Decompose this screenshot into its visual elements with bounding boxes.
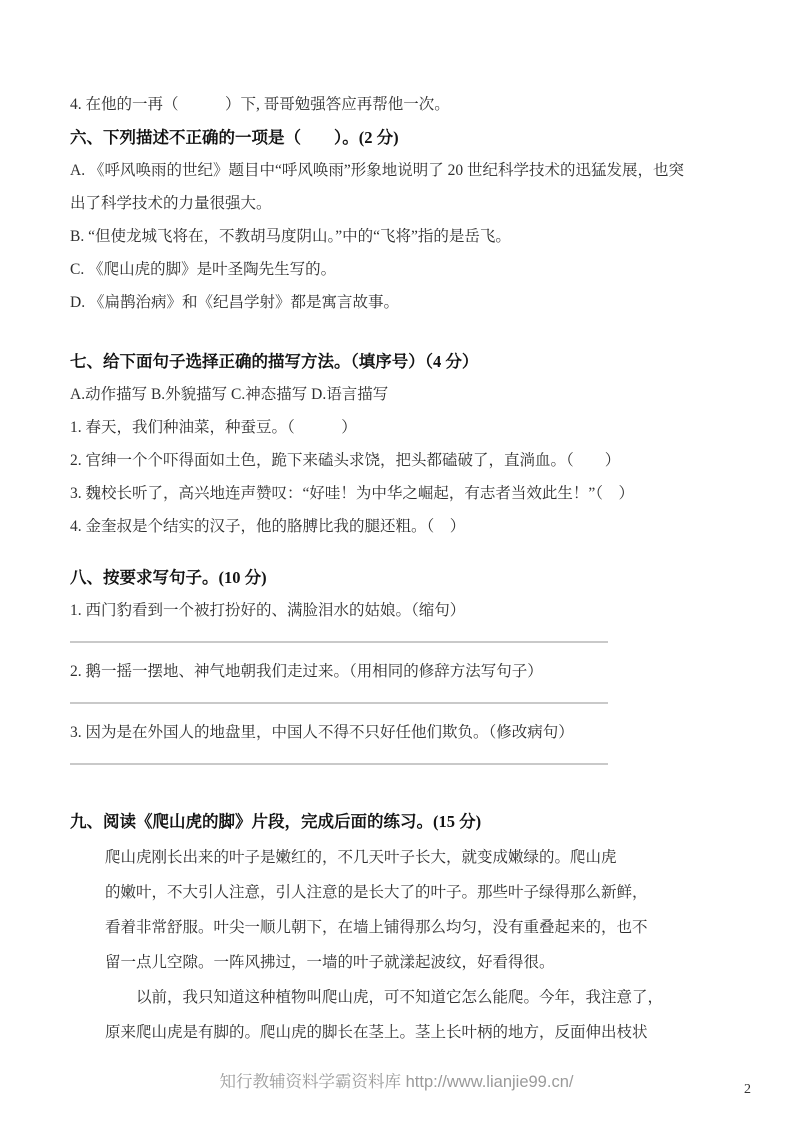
section-8-heading: 八、按要求写句子。(10 分) [70, 568, 267, 587]
section-8-item-3: 3. 因为是在外国人的地盘里，中国人不得不只好任他们欺负。（修改病句） [70, 724, 574, 741]
section-6-option-c: C. 《爬山虎的脚》是叶圣陶先生写的。 [70, 261, 337, 278]
section-7 [70, 345, 712, 543]
reading-passage [105, 840, 712, 1050]
section-8-item-1: 1. 西门豹看到一个被打扮好的、满脸泪水的姑娘。（缩句） [70, 602, 466, 619]
section-9-heading: 九、阅读《爬山虎的脚》片段，完成后面的练习。(15 分) [70, 812, 482, 831]
section-9 [70, 805, 712, 1050]
section-6-heading: 六、下列描述不正确的一项是（ ）。(2 分) [70, 128, 399, 147]
section-6-option-d: D. 《扁鹊治病》和《纪昌学射》都是寓言故事。 [70, 294, 399, 311]
section-8-item-2: 2. 鹅一摇一摆地、神气地朝我们走过来。（用相同的修辞方法写句子） [70, 663, 543, 680]
passage-line-6: 原来爬山虎是有脚的。爬山虎的脚长在茎上。茎上长叶柄的地方，反面伸出枝状 [105, 1024, 648, 1041]
section-7-item-3: 3. 魏校长听了，高兴地连声赞叹：“好哇！为中华之崛起，有志者当效此生！”（ ） [70, 485, 635, 502]
page-content [70, 88, 712, 1050]
section-7-heading: 七、给下面句子选择正确的描写方法。（填序号）（4 分） [70, 352, 479, 371]
section-7-item-1: 1. 春天，我们种油菜，种蚕豆。（ ） [70, 419, 357, 436]
answer-blank-line [70, 702, 608, 704]
section-8 [70, 561, 712, 765]
passage-line-4: 留一点儿空隙。一阵风拂过，一墙的叶子就漾起波纹，好看得很。 [105, 954, 555, 971]
section-7-item-2: 2. 官绅一个个吓得面如土色，跪下来磕头求饶，把头都磕破了，直淌血。（ ） [70, 452, 621, 469]
section-7-legend: A.动作描写 B.外貌描写 C.神态描写 D.语言描写 [70, 386, 389, 403]
section-6-option-b: B. “但使龙城飞将在，不教胡马度阴山。”中的“飞将”指的是岳飞。 [70, 228, 511, 245]
passage-line-5: 以前，我只知道这种植物叫爬山虎，可不知道它怎么能爬。今年，我注意了， [105, 989, 664, 1006]
answer-blank-line [70, 763, 608, 765]
section-6-option-a-line-1: A. 《呼风唤雨的世纪》题目中“呼风唤雨”形象地说明了 20 世纪科学技术的迅猛发展，也突 [70, 162, 684, 179]
section-6 [70, 121, 712, 319]
section-6-option-a-line-2: 出了科学技术的力量很强大。 [70, 195, 272, 212]
passage-line-1: 爬山虎刚长出来的叶子是嫩红的，不几天叶子长大，就变成嫩绿的。爬山虎 [105, 849, 617, 866]
carryover-item-4: 4. 在他的一再（ ）下, 哥哥勉强答应再帮他一次。 [70, 96, 450, 113]
section-7-item-4: 4. 金奎叔是个结实的汉子，他的胳膊比我的腿还粗。（ ） [70, 518, 466, 535]
page-number: 2 [744, 1082, 751, 1097]
footer-watermark: 知行教辅资料学霸资料库 http://www.lianjie99.cn/ [219, 1073, 574, 1091]
passage-line-3: 看着非常舒服。叶尖一顺儿朝下，在墙上铺得那么均匀，没有重叠起来的，也不 [105, 919, 648, 936]
answer-blank-line [70, 641, 608, 643]
passage-line-2: 的嫩叶，不大引人注意，引人注意的是长大了的叶子。那些叶子绿得那么新鲜， [105, 884, 648, 901]
